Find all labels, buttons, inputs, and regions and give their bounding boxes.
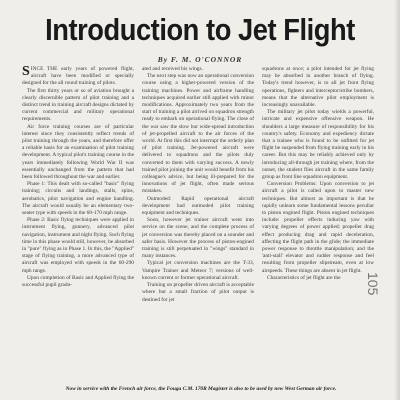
paragraph: squadrons at once; a pilot intended for jet flying may be absorbed in another branch of flying. Today's trend however, is to all jet front flying operations, fighters and interceptor/strike bombers, means that the alternative pilot employment is increasingly unavailable. [262, 66, 374, 109]
paragraph: Outmoded: Rapid operational aircraft development had outmoded pilot training equipment and techniques. [142, 195, 254, 217]
paragraph: Upon completion of Basic and Applied flying the successful pupil gradu- [22, 274, 134, 289]
text-column-1 [22, 66, 134, 384]
paragraph: Air force training courses are of particular interest since they consistently reflect trends of pilot training through the years, and therefore offer a reliable basis for an examination of pilot training development. A typical pilot's training course in the years immediately following World War II was essentially unchanged from the pattern that had been followed throughout the war and earlier. [22, 123, 134, 181]
text-column-3 [262, 66, 374, 384]
paragraph: Characteristics of jet flight are the [267, 274, 341, 281]
article-body [22, 66, 374, 384]
paragraph: Phase 1: This dealt with so-called "basic" flying training; circuits and landings, stalls, spins, aerobatics, pilot navigation and engine handling. The aircraft would usually be an elementary two-seater type with speeds in the 60-170 mph range. [22, 181, 134, 217]
article-title: Introduction to Jet Flight [45, 12, 355, 47]
paragraph: Training on propeller driven aircraft is acceptable where but a small fraction of pilot output is destined for jet [142, 282, 254, 303]
paragraph: Soon, however jet trainer aircraft went into service on the scene, and the complete process of jet conversion was thereby placed on a sounder and safer basis. However the process of piston-engined training is still perpetuated in "wings" standard in many instances. [142, 217, 254, 260]
paragraph: Typical jet conversion machines are the T-33, Vampire Trainer and Meteor 7; versions of well-known current or former operational aircraft. [142, 260, 254, 281]
paragraph: ated and received his wings. [142, 66, 203, 72]
page-number: 105 [365, 272, 381, 296]
page-fold-shadow [394, 0, 400, 400]
paragraph: SINCE THE early years of powered flight, aircraft have been modified or specially designed for the all round training of pilots. [22, 66, 134, 87]
article-byline: By F. M. O'CONNOR [157, 55, 243, 64]
drop-cap: S [22, 66, 30, 79]
text-column-2 [142, 66, 254, 384]
paragraph: Conversion Problems: Upon conversion to jet aircraft a pilot is called upon to master new techniques. But almost as important is that he rapidly unlearn some fundamental lessons peculiar to piston engined flight. Piston engined techniques include: propeller effects inducing yaw with varying degrees of power applied; propeller drag effect producing drag and rapid deceleration, affecting the flight path in the glide; the immediate power response to throttle manipulation; and the 'anti-stall' elevator and rudder response and feel resulting from propeller slipstream, even at low airspeeds. These things are absent in jet flight. [262, 181, 374, 274]
photo-caption: Now in service with the French air force, the Fouga C.M. 170R Magister is also to be used by new West German air force. [65, 386, 337, 392]
paragraph: The military jet pilot today wields a powerful, intricate and expensive offensive weapon. He shoulders a large measure of responsibility for his country's safety. Economy and expediency dictate that a trainee who is found to be unfitted for jet flight be suspended from flying training early in his career. But this may be reliably achieved only by introducing all-through jet training where, from the outset, the student flies aircraft in the same family group as front line squadron equipment. [262, 109, 374, 181]
paragraph: The first thirty years or so of aviation brought a clearly discernible pattern of pilot training and a distinct trend in training aircraft designs dictated by current commercial and military operational requirements. [22, 87, 134, 123]
paragraph: Phase 2: Basic flying techniques were applied in instrument flying, gunnery, advanced pilot navigation, instrument and night flying. Such flying time in this phase would still, however, be absorbed in "pure" flying as in Phase 1. In this, the "Applied" stage of flying training, a more advanced type of aircraft was employed with speeds in the 60-290 mph range. [22, 217, 134, 274]
paragraph: The next step was now an operational conversion course using a higher-powered version of the training machines. Power and airframe handling techniques acquired earlier still applied with minor modifications. Approximately two years from the start of training a pilot arrived on squadron strength ready to embark on operational flying. The close of the war saw the slow but wide-spread introduction of jet-propelled aircraft to the air forces of the world. At first this did not interrupt the orderly plan of pilot training. Jet-powered aircraft were delivered to squadrons and the pilots duly converted to them with varying success. A newly trained pilot joining the unit would benefit from his colleague's advice, but being ill-prepared for the innovations of jet flight, often made serious mistakes. [142, 73, 254, 195]
